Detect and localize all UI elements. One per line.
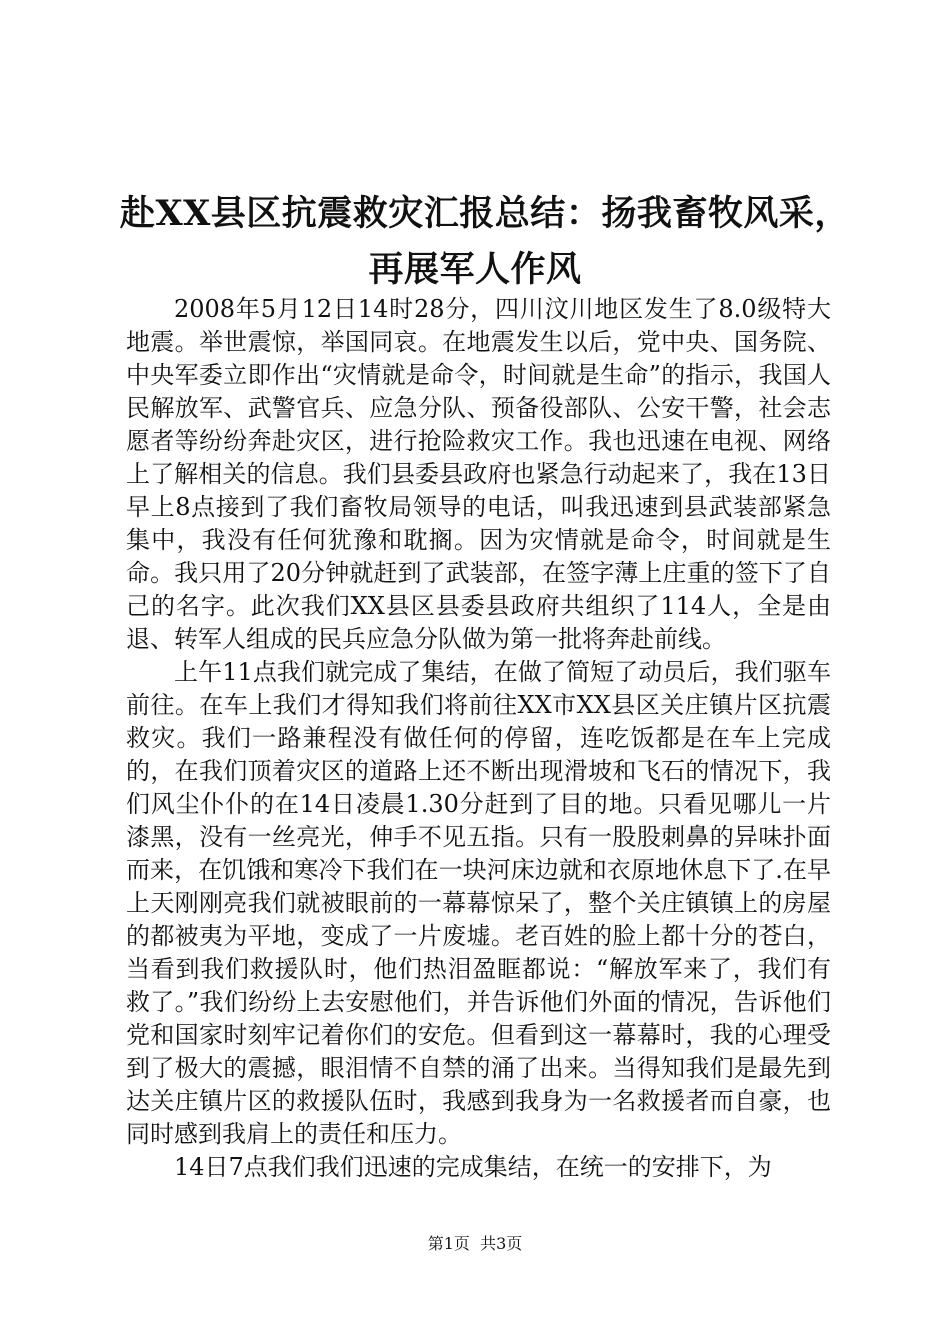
- page-number: 第1页 共3页: [427, 1234, 523, 1253]
- title-line-1: 赴XX县区抗震救灾汇报总结：扬我畜牧风采，: [120, 193, 850, 234]
- document-title: [120, 186, 850, 298]
- document-body: [126, 293, 831, 1184]
- paragraph: 上午11点我们就完成了集结，在做了简短了动员后，我们驱车前往。在车上我们才得知我们将前往XX市XX县区关庄镇片区抗震救灾。我们一路兼程没有做任何的停留，连吃饭都是在车上完成的，在我们顶着灾区的道路上还不断出现滑坡和飞石的情况下，我们风尘仆仆的在14日凌晨1.30分赶到了目的地。只看见哪儿一片漆黑，没有一丝亮光，伸手不见五指。只有一股股刺鼻的异味扑面而来，在饥饿和寒冷下我们在一块河床边就和衣原地休息下了.在早上天刚刚亮我们就被眼前的一幕幕惊呆了，整个关庄镇镇上的房屋的都被夷为平地，变成了一片废墟。老百姓的脸上都十分的苍白，当看到我们救援队时，他们热泪盈眶都说：“解放军来了，我们有救了。”我们纷纷上去安慰他们，并告诉他们外面的情况，告诉他们党和国家时刻牢记着你们的安危。但看到这一幕幕时，我的心理受到了极大的震撼，眼泪情不自禁的涌了出来。当得知我们是最先到达关庄镇片区的救援队伍时，我感到我身为一名救援者而自豪，也同时感到我肩上的责任和压力。: [126, 658, 831, 1148]
- paragraph: 14日7点我们我们迅速的完成集结，在统一的安排下，为: [174, 1153, 772, 1181]
- title-line-2: 再展军人作风: [368, 249, 582, 290]
- page-footer: [0, 1234, 950, 1254]
- paragraph: 2008年5月12日14时28分，四川汶川地区发生了8.0级特大地震。举世震惊，举国同哀。在地震发生以后，党中央、国务院、中央军委立即作出“灾情就是命令，时间就是生命”的指示，我国人民解放军、武警官兵、应急分队、预备役部队、公安干警，社会志愿者等纷纷奔赴灾区，进行抢险救灾工作。我也迅速在电视、网络上了解相关的信息。我们县委县政府也紧急行动起来了，我在13日早上8点接到了我们畜牧局领导的电话，叫我迅速到县武装部紧急集中，我没有任何犹豫和耽搁。因为灾情就是命令，时间就是生命。我只用了20分钟就赶到了武装部，在签字薄上庄重的签下了自己的名字。此次我们XX县区县委县政府共组织了114人，全是由退、转军人组成的民兵应急分队做为第一批将奔赴前线。: [126, 295, 831, 653]
